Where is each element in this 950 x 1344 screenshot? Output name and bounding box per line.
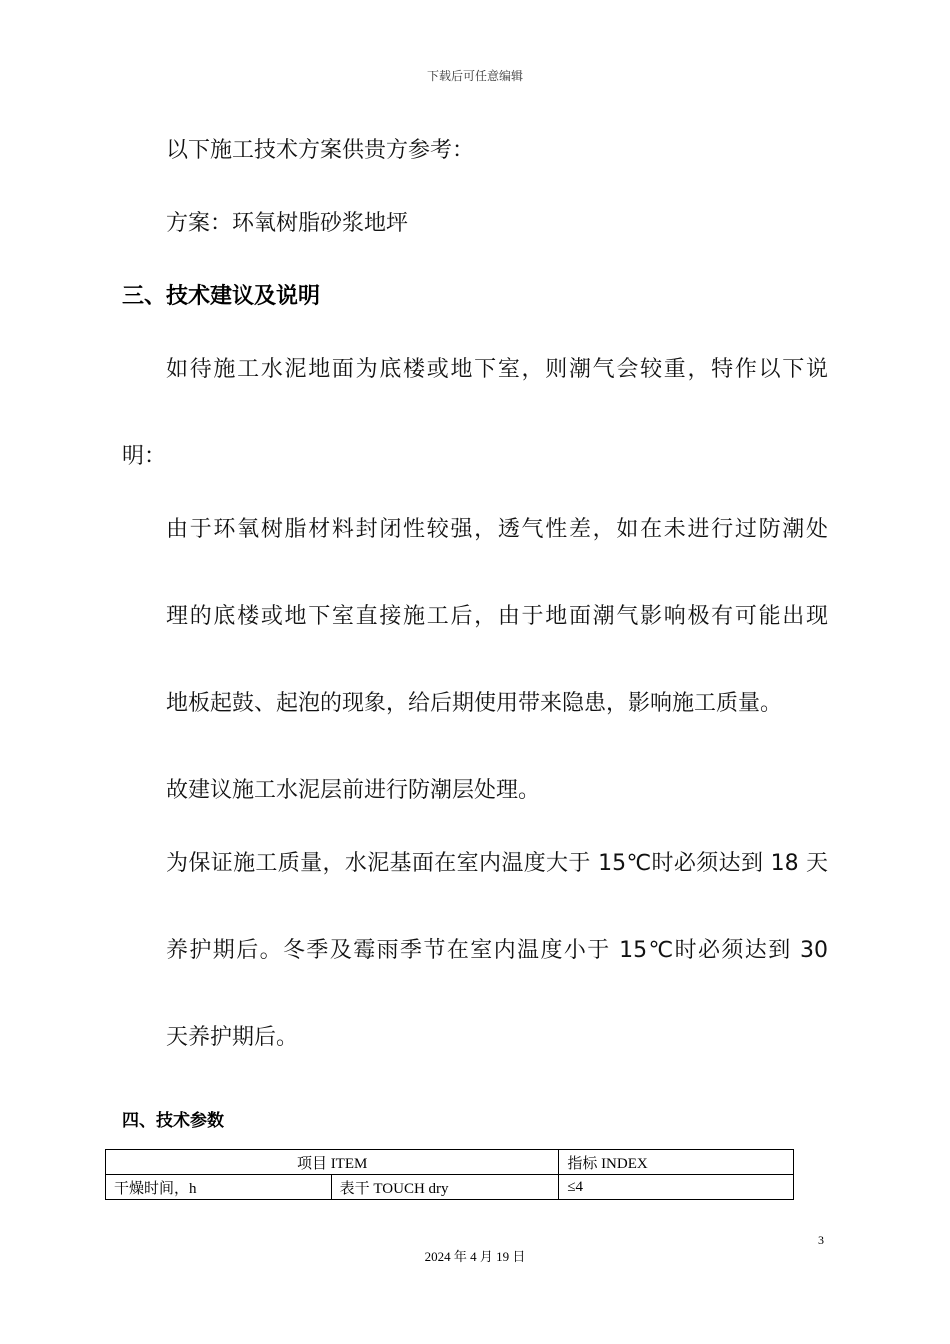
para1-line-2: 明： xyxy=(122,444,167,469)
page-footer-date: 2024 年 4 月 19 日 xyxy=(424,1249,526,1264)
para2-line-3: 地板起鼓、起泡的现象，给后期使用带来隐患，影响施工质量。 xyxy=(166,691,783,716)
para4-line-3: 天养护期后。 xyxy=(166,1025,299,1050)
section-4-heading: 四、技术参数 xyxy=(122,1111,224,1131)
parameters-table xyxy=(105,1149,794,1200)
para4-line-1: 为保证施工质量，水泥基面在室内温度大于 15℃时必须达到 18 天 xyxy=(166,851,828,876)
para2-line-2: 理的底楼或地下室直接施工后，由于地面潮气影响极有可能出现 xyxy=(166,604,828,629)
row-item-cell: 干燥时间，h xyxy=(106,1175,332,1200)
row-index-cell: ≤4 xyxy=(559,1175,794,1200)
page-number: 3 xyxy=(818,1233,824,1247)
para2-line-1: 由于环氧树脂材料封闭性较强，透气性差，如在未进行过防潮处 xyxy=(166,517,828,542)
intro-line-1: 以下施工技术方案供贵方参考： xyxy=(166,138,475,163)
para1-line-1: 如待施工水泥地面为底楼或地下室，则潮气会较重，特作以下说 xyxy=(166,357,828,382)
para4-line-2: 养护期后。冬季及霉雨季节在室内温度小于 15℃时必须达到 30 xyxy=(166,938,828,963)
para3-line: 故建议施工水泥层前进行防潮层处理。 xyxy=(166,778,541,803)
header-index-cell: 指标 INDEX xyxy=(559,1150,794,1175)
header-item-cell: 项目 ITEM xyxy=(106,1150,559,1175)
page-header: 下载后可任意编辑 xyxy=(426,69,523,83)
table-header-row xyxy=(106,1150,794,1175)
intro-line-2: 方案：环氧树脂砂浆地坪 xyxy=(166,211,409,236)
row-sub-cell: 表干 TOUCH dry xyxy=(331,1175,559,1200)
table-row xyxy=(106,1175,794,1200)
section-3-heading: 三、技术建议及说明 xyxy=(122,284,321,309)
